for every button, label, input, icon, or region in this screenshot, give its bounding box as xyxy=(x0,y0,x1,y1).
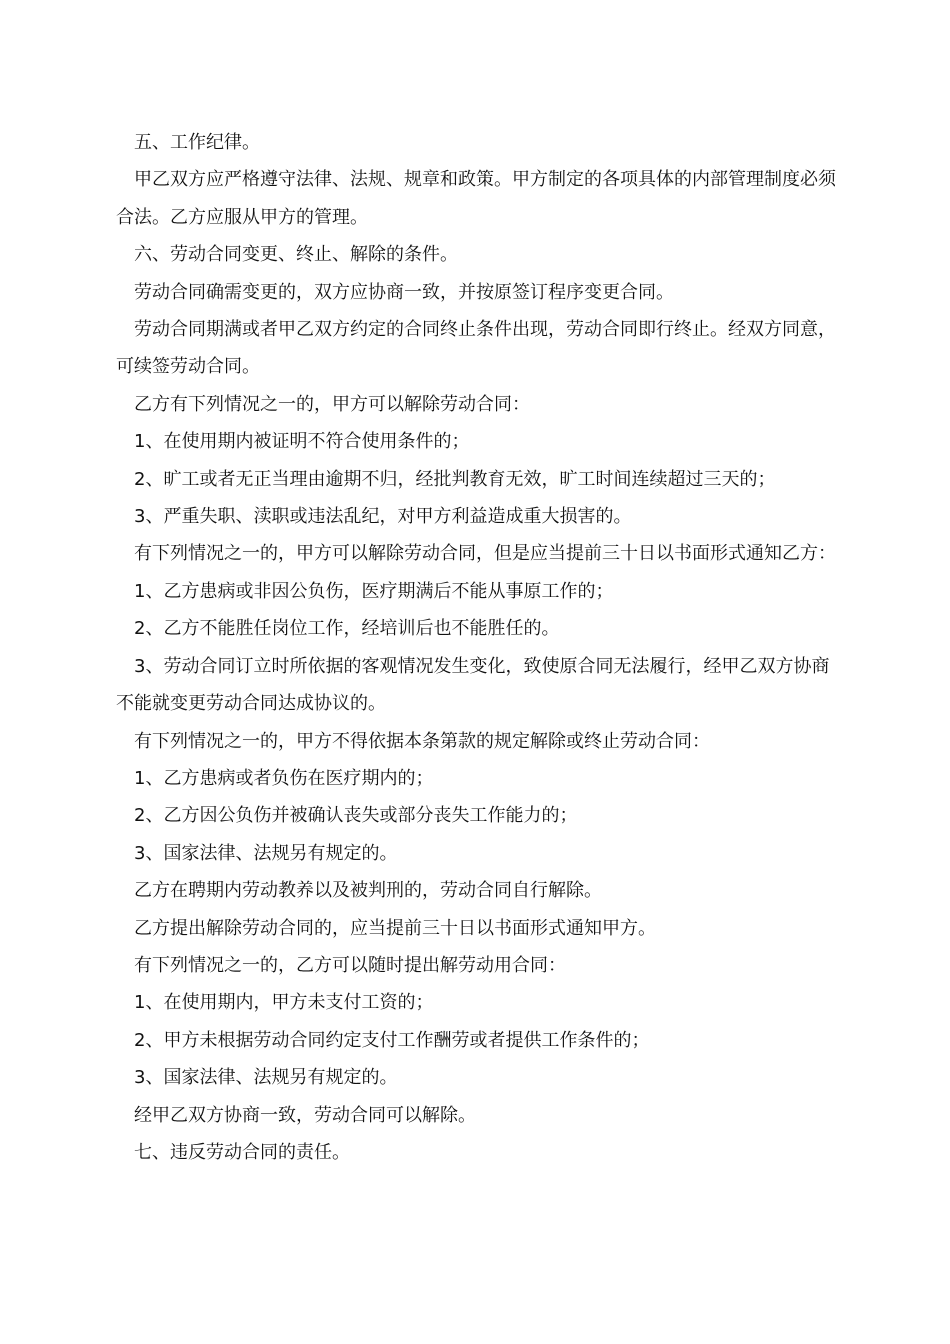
list-item: 2、甲方未根据劳动合同约定支付工作酬劳或者提供工作条件的； xyxy=(134,1029,650,1051)
paragraph: 有下列情况之一的，甲方可以解除劳动合同，但是应当提前三十日以书面形式通知乙方： xyxy=(134,543,836,565)
list-item: 3、劳动合同订立时所依据的客观情况发生变化，致使原合同无法履行，经甲乙双方协商不能就变更劳动合同达成协议的。 xyxy=(116,655,830,715)
paragraph: 劳动合同期满或者甲乙双方约定的合同终止条件出现，劳动合同即行终止。经双方同意，可续签劳动合同。 xyxy=(116,319,836,378)
list-item: 2、乙方因公负伤并被确认丧失或部分丧失工作能力的； xyxy=(134,805,578,827)
list-item: 3、国家法律、法规另有规定的。 xyxy=(134,1067,398,1089)
list-item: 1、在使用期内，甲方未支付工资的； xyxy=(134,992,434,1014)
list-item: 3、国家法律、法规另有规定的。 xyxy=(134,842,398,864)
paragraph: 经甲乙双方协商一致，劳动合同可以解除。 xyxy=(134,1104,476,1126)
document-body xyxy=(116,124,836,1171)
list-item: 1、乙方患病或者负伤在医疗期内的； xyxy=(134,767,434,789)
list-item: 2、乙方不能胜任岗位工作，经培训后也不能胜任的。 xyxy=(134,618,560,640)
paragraph: 有下列情况之一的，甲方不得依据本条第款的规定解除或终止劳动合同： xyxy=(134,730,710,752)
paragraph: 乙方在聘期内劳动教养以及被判刑的，劳动合同自行解除。 xyxy=(134,880,602,902)
paragraph: 劳动合同确需变更的，双方应协商一致，并按原签订程序变更合同。 xyxy=(134,281,674,303)
list-item: 2、旷工或者无正当理由逾期不归，经批判教育无效，旷工时间连续超过三天的； xyxy=(134,468,776,490)
list-item: 3、严重失职、渎职或违法乱纪，对甲方利益造成重大损害的。 xyxy=(134,506,632,528)
section-heading-work-discipline: 五、工作纪律。 xyxy=(134,132,260,153)
section-heading-breach-liability: 七、违反劳动合同的责任。 xyxy=(134,1141,350,1163)
list-item: 1、乙方患病或非因公负伤，医疗期满后不能从事原工作的； xyxy=(134,580,614,602)
paragraph: 乙方提出解除劳动合同的，应当提前三十日以书面形式通知甲方。 xyxy=(134,917,656,939)
list-item: 1、在使用期内被证明不符合使用条件的； xyxy=(134,431,470,453)
paragraph: 乙方有下列情况之一的，甲方可以解除劳动合同： xyxy=(134,393,530,415)
paragraph: 甲乙双方应严格遵守法律、法规、规章和政策。甲方制定的各项具体的内部管理制度必须合法。乙方应服从甲方的管理。 xyxy=(116,169,836,228)
section-heading-contract-change: 六、劳动合同变更、终止、解除的条件。 xyxy=(134,244,458,266)
paragraph: 有下列情况之一的，乙方可以随时提出解劳动用合同： xyxy=(134,954,566,976)
